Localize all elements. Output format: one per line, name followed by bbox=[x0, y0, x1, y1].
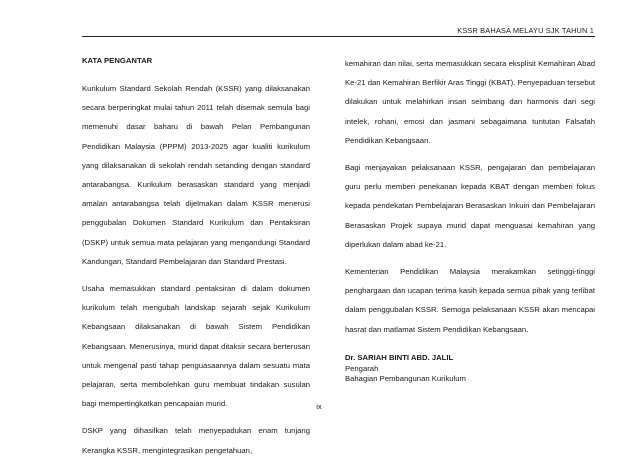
signatory-name: Dr. SARIAH BINTI ABD. JALIL bbox=[345, 352, 454, 362]
document-header: KSSR BAHASA MELAYU SJK TAHUN 1 bbox=[457, 26, 594, 35]
signature-block bbox=[345, 353, 595, 384]
right-paragraph-1: kemahiran dan nilai, serta memasukkan secara eksplisit Kemahiran Abad Ke-21 dan Kemahiran Berfikir Aras Tinggi (KBAT). Penyepaduan tersebut dilakukan untuk melahirkan insan seimbang dan harmonis dari segi intelek, rohani, emosi dan jasmani sebagaimana tuntutan Falsafah Pendidikan Kebangsaan. bbox=[345, 59, 595, 145]
left-paragraph-2: Usaha memasukkan standard pentaksiran di dalam dokumen kurikulum telah mengubah landskap sejarah sejak Kurikulum Kebangsaan dilaksanakan di bawah Sistem Pendidikan Kebangsaan. Menerusinya, murid dapat ditaksir secara berterusan untuk mengenal pasti tahap penguasaannya dalam sesuatu mata pelajaran, serta membolehkan guru membuat tindakan susulan bagi mempertingkatkan pencapaian murid. bbox=[82, 284, 310, 409]
right-paragraph-3: Kementerian Pendidikan Malaysia merakamkan setinggi-tinggi penghargaan dan ucapan terima kasih kepada semua pihak yang terlibat dalam penggubalan KSSR. Semoga pelaksanaan KSSR akan mencapai hasrat dan matlamat Sistem Pendidikan Kebangsaan. bbox=[345, 267, 595, 334]
signatory-department: Bahagian Pembangunan Kurikulum bbox=[345, 373, 466, 383]
right-column bbox=[345, 54, 595, 384]
left-paragraph-1: Kurikulum Standard Sekolah Rendah (KSSR) yang dilaksanakan secara berperingkat mulai tahun 2011 telah disemak semula bagi memenuhi dasar baharu di bawah Pelan Pembangunan Pendidikan Malaysia (PPPM) 2013-2025 agar kualiti kurikulum yang dilaksanakan di sekolah rendah setanding dengan standard antarabangsa. Kurikulum berasaskan standard yang menjadi amalan antarabangsa telah dijelmakan dalam KSSR menerusi penggubalan Dokumen Standard Kurikulum dan Pentaksiran (DSKP) untuk semua mata pelajaran yang mengandungi Standard Kandungan, Standard Pembelajaran dan Standard Prestasi. bbox=[82, 84, 310, 266]
header-divider bbox=[82, 36, 595, 37]
page-title: KATA PENGANTAR bbox=[82, 56, 153, 65]
right-paragraph-2: Bagi menjayakan pelaksanaan KSSR, pengajaran dan pembelajaran guru perlu memberi penekanan kepada KBAT dengan memberi fokus kepada pendekatan Pembelajaran Berasaskan Inkuiri dan Pembelajaran Berasaskan Projek supaya murid dapat menguasai kemahiran yang diperlukan dalam abad ke-21. bbox=[345, 163, 595, 249]
signatory-role: Pengarah bbox=[345, 363, 379, 373]
left-paragraph-3: DSKP yang dihasilkan telah menyepadukan enam tunjang Kerangka KSSR, mengintegrasikan pengetahuan, bbox=[82, 426, 310, 455]
page-number: ix bbox=[316, 402, 322, 411]
